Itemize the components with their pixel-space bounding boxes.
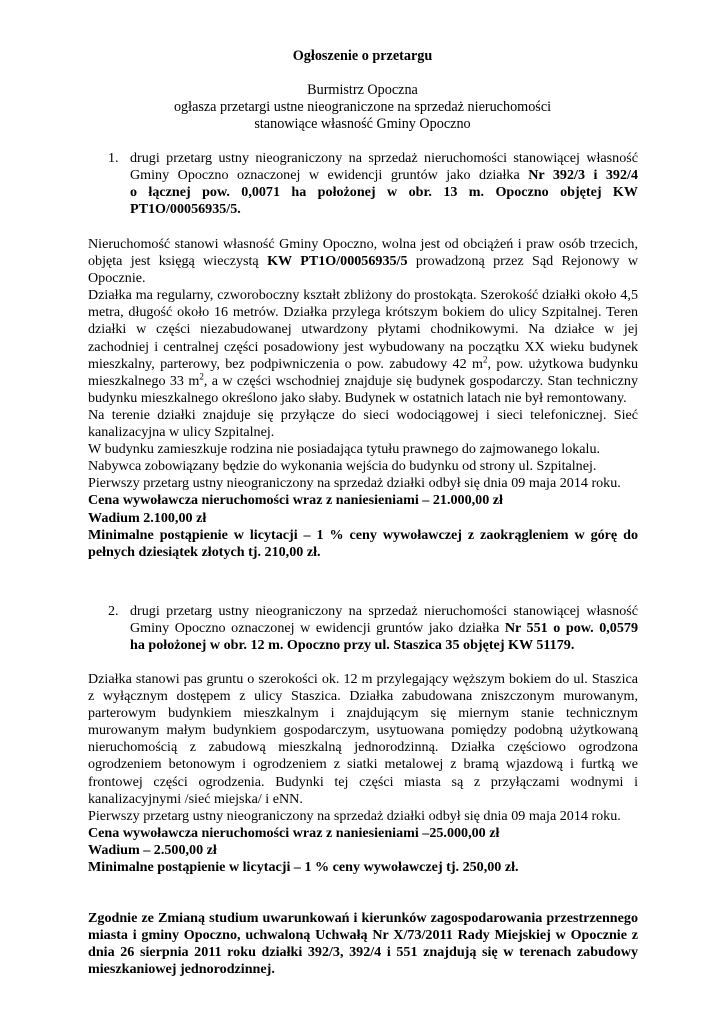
starting-price: Cena wywoławcza nieruchomości wraz z naniesieniami – 21.000,00 zł xyxy=(88,492,503,509)
parcel-number: Nr 551 o pow. 0,0579 xyxy=(504,620,638,637)
item-1-line-4: PT1O/00056935/5. xyxy=(130,201,241,218)
document-title: Ogłoszenie o przetargu xyxy=(292,48,433,64)
issuer: Burmistrz Opoczna xyxy=(307,82,418,98)
item-2-line-2: Gminy Opoczno oznaczonej w ewidencji gruntów jako działka Nr 551 o pow. 0,0579 xyxy=(130,620,638,637)
item-2-line-3: ha położonej w obr. 12 m. Opoczno przy ul. Staszica 35 objętej KW 51179. xyxy=(130,637,575,654)
item-1-line-2: Gminy Opoczno oznaczonej w ewidencji gruntów jako działka Nr 392/3 i 392/4 xyxy=(130,167,638,184)
zoning-note-text: Zgodnie ze Zmianą studium uwarunkowań i kierunków zagospodarowania przestrzennego miasta i gminy Opoczno, uchwaloną Uchwałą Nr X/73/2011 Rady Miejskiej w Opocznie z dnia 26 sierpnia 2011 roku działki 392/3, 392/4 i 551 znajdują się w terenach zabudowy mieszkaniowej jednorodzinnej. xyxy=(88,910,638,978)
parcel-description-paragraph: Działka stanowi pas gruntu o szerokości ok. 12 m przylegający węższym bokiem do ul. Staszica z wyłącznym dostępem z ulicy Staszica. Działka zabudowana zniszczonym murowanym, parterowym budynkiem mieszkalnym i znajdującym się miernym stanie technicznym murowanym małym budynkiem gospodarczym, usytuowana pomiędzy podobną użytkowaną nieruchomością z zabudową mieszkalną jednorodzinną. Działka częściowo ogrodzona ogrodzeniem betonowym i ogrodzeniem z siatki metalowej z bramą wjazdową i furtką we frontowej części ogrodzenia. Budynki tej części miasta są z przyłączami wodnymi i kanalizacyjnymi /sieć miejska/ i eNN. xyxy=(88,671,638,807)
utilities-paragraph: Na terenie działki znajduje się przyłącze do sieci wodociągowej i sieci telefonicznej. Sieć kanalizacyjna w ulicy Szpitalnej. xyxy=(88,406,638,441)
first-tender-paragraph: Pierwszy przetarg ustny nieograniczony na sprzedaż działki odbył się dnia 09 maja 2014 roku. xyxy=(88,475,621,492)
zoning-note xyxy=(88,910,638,978)
first-tender-paragraph: Pierwszy przetarg ustny nieograniczony na sprzedaż działki odbył się dnia 09 maja 2014 roku. xyxy=(88,807,621,824)
announcement-line-1: ogłasza przetargi ustne nieograniczone na sprzedaż nieruchomości xyxy=(173,99,552,115)
deposit: Wadium 2.100,00 zł xyxy=(88,509,207,526)
minimum-bid-increment: Minimalne postąpienie w licytacji – 1 % ceny wywoławczej tj. 250,00 zł. xyxy=(88,859,519,876)
item-1-line-1: drugi przetarg ustny nieograniczony na sprzedaż nieruchomości stanowiącej własność xyxy=(130,150,638,166)
deposit: Wadium – 2.500,00 zł xyxy=(88,841,217,858)
parcel-description-paragraph: Działka ma regularny, czworoboczny kształt zbliżony do prostokąta. Szerokość działki około 4,5 metra, długość około 16 metrów. Działka przylega krótszym bokiem do ulicy Szpitalnej. Teren działki w części niezabudowanej utwardzony płytami chodnikowymi. Na działce w jej zachodniej i centralnej części posadowiony jest wybudowany na początku XX wieku budynek mieszkalny, parterowy, bez podpiwniczenia o pow. zabudowy 42 $m^2$, pow. użytkowa budynku mieszkalnego 33 $m^2$, a w części wschodniej znajduje się budynek gospodarczy. Stan techniczny budynku mieszkalnego określono jako słaby. Budynek w ostatnich latach nie był remontowany. xyxy=(88,287,639,406)
item-number: 2. xyxy=(108,603,119,619)
parcel-numbers: Nr 392/3 i 392/4 xyxy=(528,167,638,184)
ownership-paragraph: Nieruchomość stanowi własność Gminy Opoczno, wolna jest od obciążeń i praw osób trzecich, objęta jest księgą wieczystą KW PT1O/00056935/5 prowadzoną przez Sąd Rejonowy w Opocznie. xyxy=(88,236,638,287)
occupancy-paragraph: W budynku zamieszkuje rodzina nie posiadająca tytułu prawnego do zajmowanego lokalu. xyxy=(88,441,601,458)
item-1-line-3: o łącznej pow. 0,0071 ha położonej w obr. 13 m. Opoczno objętej KW xyxy=(130,184,638,201)
property-1-description xyxy=(88,236,638,561)
property-2-description xyxy=(88,671,638,876)
land-register-number: KW PT1O/00056935/5 xyxy=(267,253,408,270)
tender-item-2 xyxy=(88,603,638,654)
item-number: 1. xyxy=(108,150,119,166)
minimum-bid-increment: Minimalne postąpienie w licytacji – 1 % ceny wywoławczej z zaokrągleniem w górę do pełnych dziesiątek złotych tj. 210,00 zł. xyxy=(88,526,638,560)
tender-item-1 xyxy=(88,150,638,218)
item-2-line-1: drugi przetarg ustny nieograniczony na sprzedaż nieruchomości stanowiącej własność xyxy=(130,603,638,619)
announcement-line-2: stanowiące własność Gminy Opoczno xyxy=(254,116,471,132)
starting-price: Cena wywoławcza nieruchomości wraz z naniesieniami –25.000,00 zł xyxy=(88,824,500,841)
buyer-obligation-paragraph: Nabywca zobowiązany będzie do wykonania wejścia do budynku od strony ul. Szpitalnej. xyxy=(88,458,597,475)
